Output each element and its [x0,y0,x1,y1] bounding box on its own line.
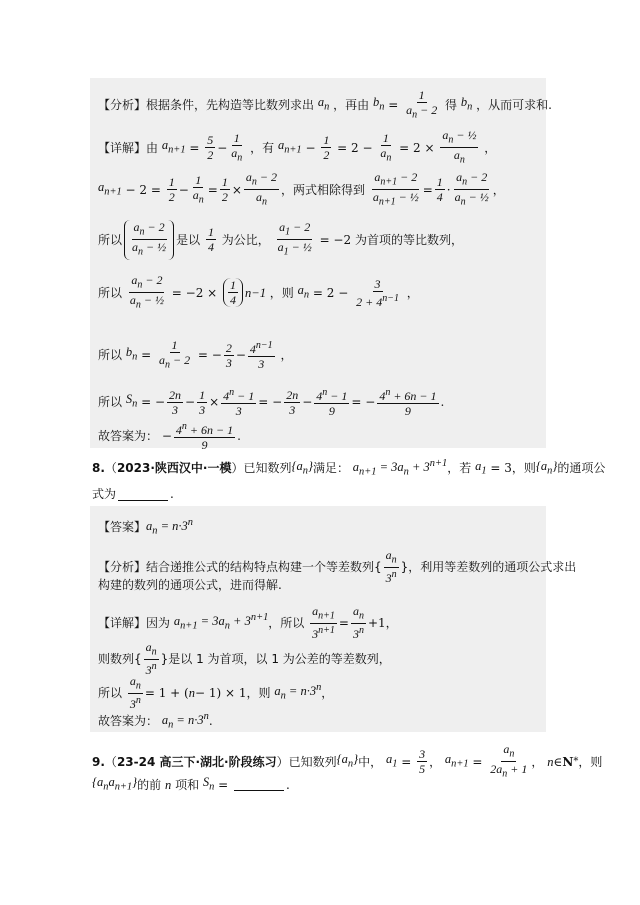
question-8-line-2: 式为 . [92,487,174,501]
answer-blank[interactable] [118,488,168,501]
question-9-line-1: 9. （ 23-24 高三下·湖北·阶段练习 ）已知数列 $\{a_n\}$ 中， $a_1$ = $\frac{3}{5}$ ， $a_{n+1}$ = $\frac{a_n}{2a_n + 1}$ ， n ∈ N * ，则 [92,742,603,780]
detail-line-2: $a_{n+1}$ − 2 = $\frac{1}{2}$ − $\frac{1}{a_n}$ = $\frac{1}{2}$ × $\frac{a_n - 2}{a_n}$ ，两式相除得到 $\frac{a_{n+1} - 2}{a_{n+1} - \frac{1}{2}}$ = $\frac{1}{4}$ · $\frac{a_n - 2}{a_n - \frac{1}{2}}$ ， [98,170,505,208]
detail-line-7: 故答案为： − $\frac{4^n + 6n - 1}{9}$ . [98,421,241,452]
analysis-line: 【分析】根据条件，先构造等比数列求出 $a_n$ ，再由 $b_n$ = $\frac{1}{a_n - 2}$ 得 $b_n$ ，从而可求和. [98,88,552,121]
answer-line: 【答案】 $a_n = n\cdot 3^n$ [98,517,193,537]
analysis-line-2a: 【分析】结合递推公式的结构特点构建一个等差数列{ $\frac{a_n}{3^n}$ }，利用等差数列的通项公式求出 [98,548,577,586]
detail-line-5: 所以 $b_n$ = $\frac{1}{a_n - 2}$ = − $\frac{2}{3}$ − $\frac{4^{n-1}}{3}$ ， [98,338,293,372]
detail-line-2-4: 故答案为： $a_n = n\cdot 3^n$ . [98,711,213,731]
question-9-line-2: $\{a_na_{n+1}\}$ 的前 n 项和 $S_n$ = . [92,775,290,793]
answer-blank-9[interactable] [234,778,284,791]
solution-block-2 [90,506,577,732]
detail-line-2-1: 【详解】因为 $a_{n+1} = 3a_n + 3^{n+1}$ ，所以 $\frac{a_{n+1}}{3^{n+1}}$ = $\frac{a_n}{3^n}$ +1 ， [98,604,398,642]
detail-line-2-2: 则数列{ $\frac{a_n}{3^n}$ }是以 1 为首项，以 1 为公差的等差数列， [98,640,391,678]
detail-line-1: 【详解】由 $a_{n+1}$ = $\frac{5}{2}$ − $\frac{1}{a_n}$ ，有 $a_{n+1}$ − $\frac{1}{2}$ = 2 − $\frac{1}{a_n}$ = 2 × $\frac{a_n - \frac{1}{2}}{a_n}$ ， [98,128,497,166]
detail-line-6: 所以 $S_n$ = − $\frac{2n}{3}$ − $\frac{1}{3}$ × $\frac{4^n - 1}{3}$ = − $\frac{2n}{3}$ − $\frac{4^n - 1}{9}$ = − $\frac{4^n + 6n - 1}{9}$ . [98,387,445,418]
detail-line-2-3: 所以 $\frac{a_n}{3^n}$ = 1 + ( n − 1) × 1 ，则 $a_n = n\cdot 3^n$ ， [98,674,334,712]
detail-line-3: 所以 $\frac{a_n - 2}{a_n - \frac{1}{2}}$ 是以 $\frac{1}{4}$ 为公比， $\frac{a_1 - 2}{a_1 - \frac{1}{2}}$ = −2 为首项的等比数列， [98,220,463,258]
analysis-line-2b: 构建的数列的通项公式，进而得解. [98,578,282,592]
question-8-line-1: 8. （ 2023·陕西汉中·一模 ）已知数列 $\{a_n\}$ 满足： $a_{n+1} = 3a_n + 3^{n+1}$ ，若 $a_1$ = 3 ，则 $\{a_n\}$ 的通项公 [92,458,606,478]
detail-line-4: 所以 $\frac{a_n - 2}{a_n - \frac{1}{2}}$ = −2 × $\frac{1}{4}$ n−1 ，则 $a_n$ = 2 − $\frac{3}{2 + 4^{n-1}}$ ， [98,273,419,311]
solution-block-1 [90,78,552,452]
